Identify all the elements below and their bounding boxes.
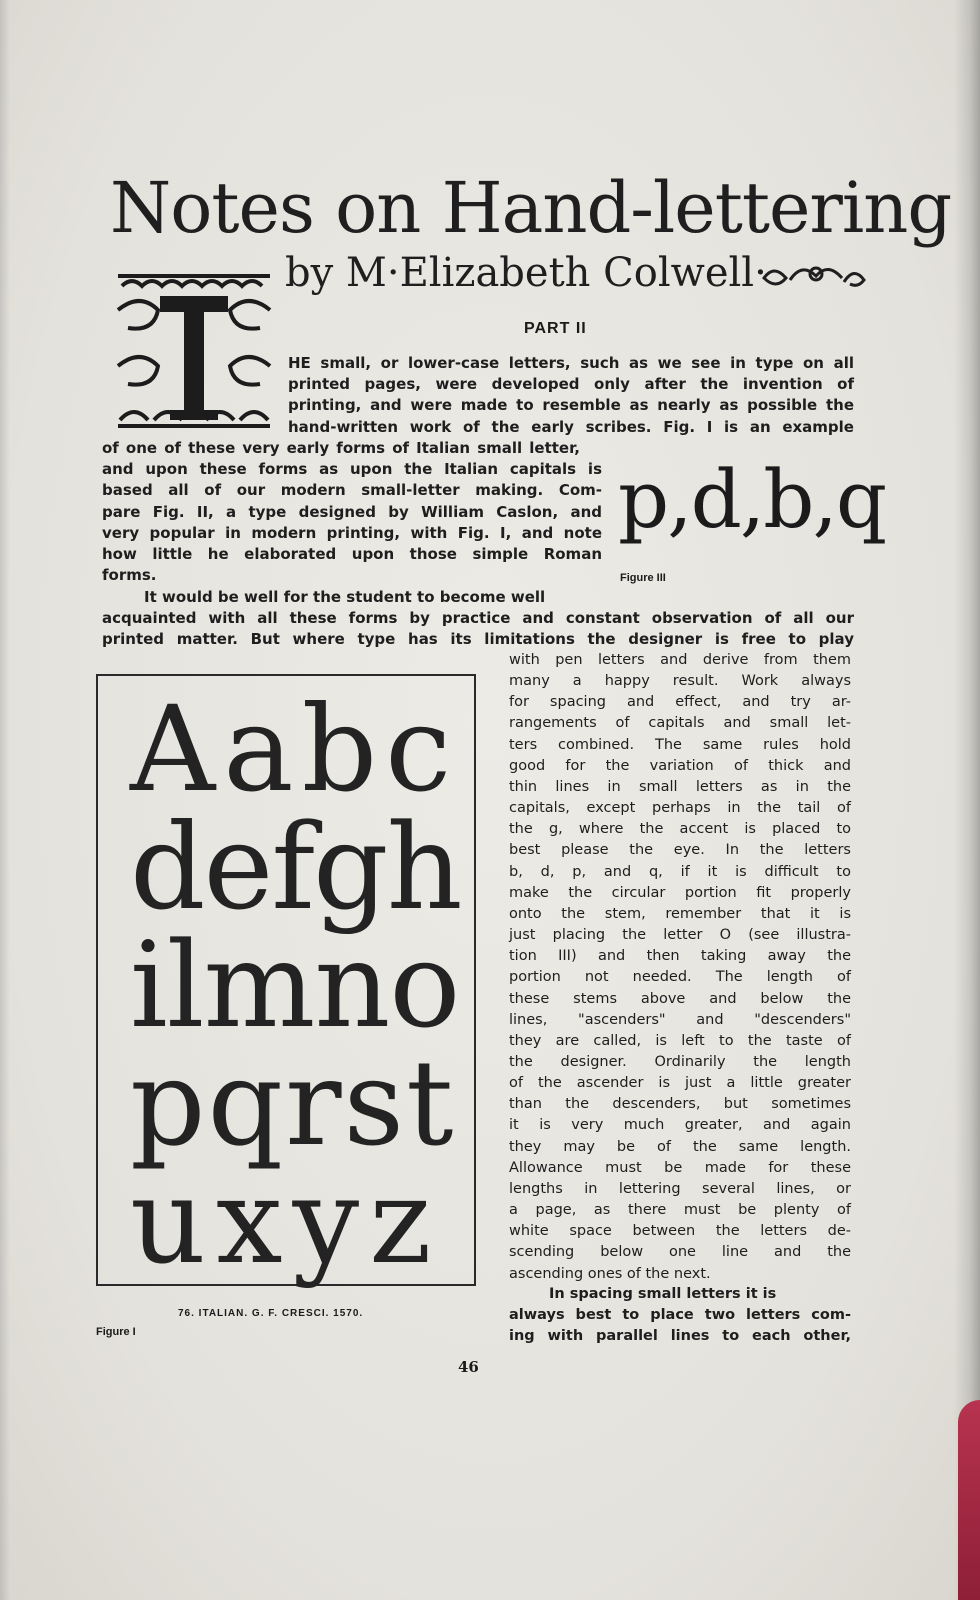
text-line: many a happy result. Work always [509, 673, 851, 690]
text-line: based all of our modern small-letter making. Com- [102, 481, 602, 500]
text-line: It would be well for the student to become well [144, 588, 546, 606]
article-title: Notes on Hand-lettering [110, 167, 952, 249]
text-line: ascending ones of the next. [509, 1265, 711, 1282]
text-line: rangements of capitals and small let- [509, 715, 851, 732]
text-line: printed pages, were developed only after the invention of [288, 375, 854, 394]
text-line: with pen letters and derive from them [509, 652, 851, 668]
text-line: ing with parallel lines to each other, [509, 1328, 851, 1345]
drop-cap-letter: T [193, 380, 195, 381]
right-column-text-continued [509, 1284, 851, 1347]
text-line: how little he elaborated upon those simple Roman [102, 545, 602, 564]
text-line: tion III) and then taking away the [509, 948, 851, 965]
paragraph-2 [102, 587, 854, 651]
figure-1-row: defgh [130, 798, 461, 936]
byline-ornament-icon [760, 258, 870, 292]
text-line: of the ascender is just a little greater [509, 1075, 851, 1092]
text-line: lengths in lettering several lines, or [509, 1180, 851, 1197]
figure-1-row: ilmno [130, 916, 460, 1054]
text-line: these stems above and below the [509, 990, 851, 1007]
text-line: HE small, or lower-case letters, such as we see in type on all [288, 354, 854, 372]
article-byline: by M·Elizabeth Colwell· [285, 250, 767, 296]
text-line: hand-written work of the early scribes. Fig. I is an example [288, 417, 854, 436]
paragraph-1-top [288, 353, 854, 438]
text-line: always best to place two letters com- [509, 1307, 851, 1324]
text-line: thin lines in small letters as in the [509, 778, 851, 795]
text-line: printed matter. But where type has its limitations the designer is free to play [102, 630, 854, 649]
text-line: a page, as there must be plenty of [509, 1202, 851, 1219]
page-edge-shadow-left [0, 0, 10, 1600]
text-line: lines, "ascenders" and "descenders" [509, 1011, 851, 1028]
text-line: the g, where the accent is placed to [509, 821, 851, 838]
text-line: pare Fig. II, a type designed by William Caslon, and [102, 502, 602, 521]
figure-1-credit: 76. ITALIAN. G. F. CRESCI. 1570. [178, 1308, 364, 1319]
text-line: best please the eye. In the letters [509, 842, 851, 859]
figure-3-caption: Figure III [620, 572, 666, 584]
part-heading: PART II [524, 320, 587, 337]
drop-cap-ornament-icon [110, 270, 278, 430]
right-column-text [509, 650, 851, 1285]
text-line: than the descenders, but sometimes [509, 1096, 851, 1113]
figure-1-row: uxyz [130, 1152, 442, 1290]
figure-1-row: Aabc [130, 680, 460, 818]
text-line: capitals, except perhaps in the tail of [509, 800, 851, 817]
text-line: white space between the letters de- [509, 1223, 851, 1240]
text-line: b, d, p, and q, if it is difficult to [509, 863, 851, 880]
text-line: of one of these very early forms of Italian small letter, [102, 439, 580, 457]
text-line: they may be of the same length. [509, 1138, 851, 1155]
text-line: acquainted with all these forms by practice and constant observation of all our [102, 609, 854, 628]
text-line: forms. [102, 566, 157, 585]
text-line: for spacing and effect, and try ar- [509, 694, 851, 711]
text-line: they are called, is left to the taste of [509, 1032, 851, 1049]
text-line: In spacing small letters it is [549, 1286, 777, 1302]
text-line: ters combined. The same rules hold [509, 736, 851, 753]
text-line: good for the variation of thick and [509, 757, 851, 774]
text-line: and upon these forms as upon the Italian capitals is [102, 460, 602, 479]
text-line: the designer. Ordinarily the length [509, 1053, 851, 1070]
text-line: make the circular portion fit properly [509, 884, 851, 901]
text-line: scending below one line and the [509, 1244, 851, 1261]
figure-3-letters: p,d,b,q [618, 453, 886, 546]
figure-1-caption: Figure I [96, 1326, 136, 1338]
page-number: 46 [458, 1358, 479, 1376]
text-line: very popular in modern printing, with Fig. I, and note [102, 523, 602, 542]
text-line: Allowance must be made for these [509, 1159, 851, 1176]
text-line: printing, and were made to resemble as nearly as possible the [288, 396, 854, 415]
next-page-edge [958, 1400, 980, 1600]
text-line: just placing the letter O (see illustra- [509, 927, 851, 944]
page-edge-shadow-right [954, 0, 980, 1600]
text-line: onto the stem, remember that it is [509, 905, 851, 922]
text-line: portion not needed. The length of [509, 969, 851, 986]
paragraph-1-wrap [102, 438, 602, 586]
figure-1-row: pqrst [130, 1034, 456, 1172]
text-line: it is very much greater, and again [509, 1117, 851, 1134]
